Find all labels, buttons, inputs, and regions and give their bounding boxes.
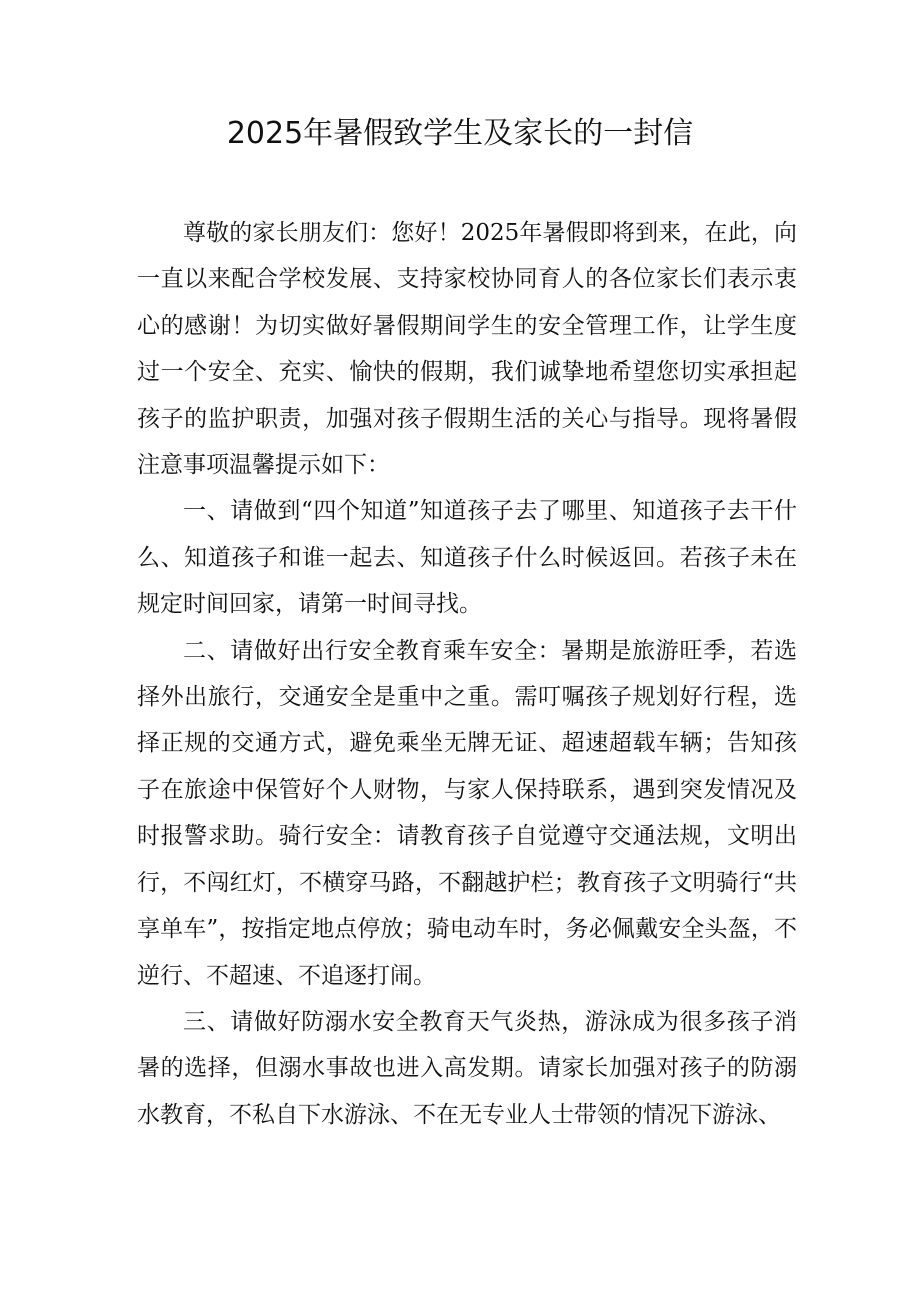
paragraph-four-knows: 一、请做到“四个知道”知道孩子去了哪里、知道孩子去干什么、知道孩子和谁一起去、知道孩子什么时候返回。若孩子未在规定时间回家，请第一时间寻找。: [137, 498, 797, 618]
paragraph-travel-safety: 二、请做好出行安全教育乘车安全：暑期是旅游旺季，若选择外出旅行，交通安全是重中之重。需叮嘱孩子规划好行程，选择正规的交通方式，避免乘坐无牌无证、超速超载车辆；告知孩子在旅途中保管好个人财物，与家人保持联系，遇到突发情况及时报警求助。骑行安全：请教育孩子自觉遵守交通法规，文明出行，不闯红灯，不横穿马路，不翻越护栏；教育孩子文明骑行“共享单车”，按指定地点停放；骑电动车时，务必佩戴安全头盔，不逆行、不超速、不追逐打闹。: [137, 637, 797, 989]
paragraph-greeting: 尊敬的家长朋友们：您好！2025年暑假即将到来，在此，向一直以来配合学校发展、支持家校协同育人的各位家长们表示衷心的感谢！为切实做好暑假期间学生的安全管理工作，让学生度过一个安全、充实、愉快的假期，我们诚挚地希望您切实承担起孩子的监护职责，加强对孩子假期生活的关心与指导。现将暑假注意事项温馨提示如下：: [137, 220, 797, 479]
document-body: [137, 210, 797, 1138]
document-title: 2025年暑假致学生及家长的一封信: [226, 116, 694, 151]
paragraph-drowning-prevention: 三、请做好防溺水安全教育天气炎热，游泳成为很多孩子消暑的选择，但溺水事故也进入高发期。请家长加强对孩子的防溺水教育，不私自下水游泳、不在无专业人士带领的情况下游泳、: [137, 1008, 797, 1128]
